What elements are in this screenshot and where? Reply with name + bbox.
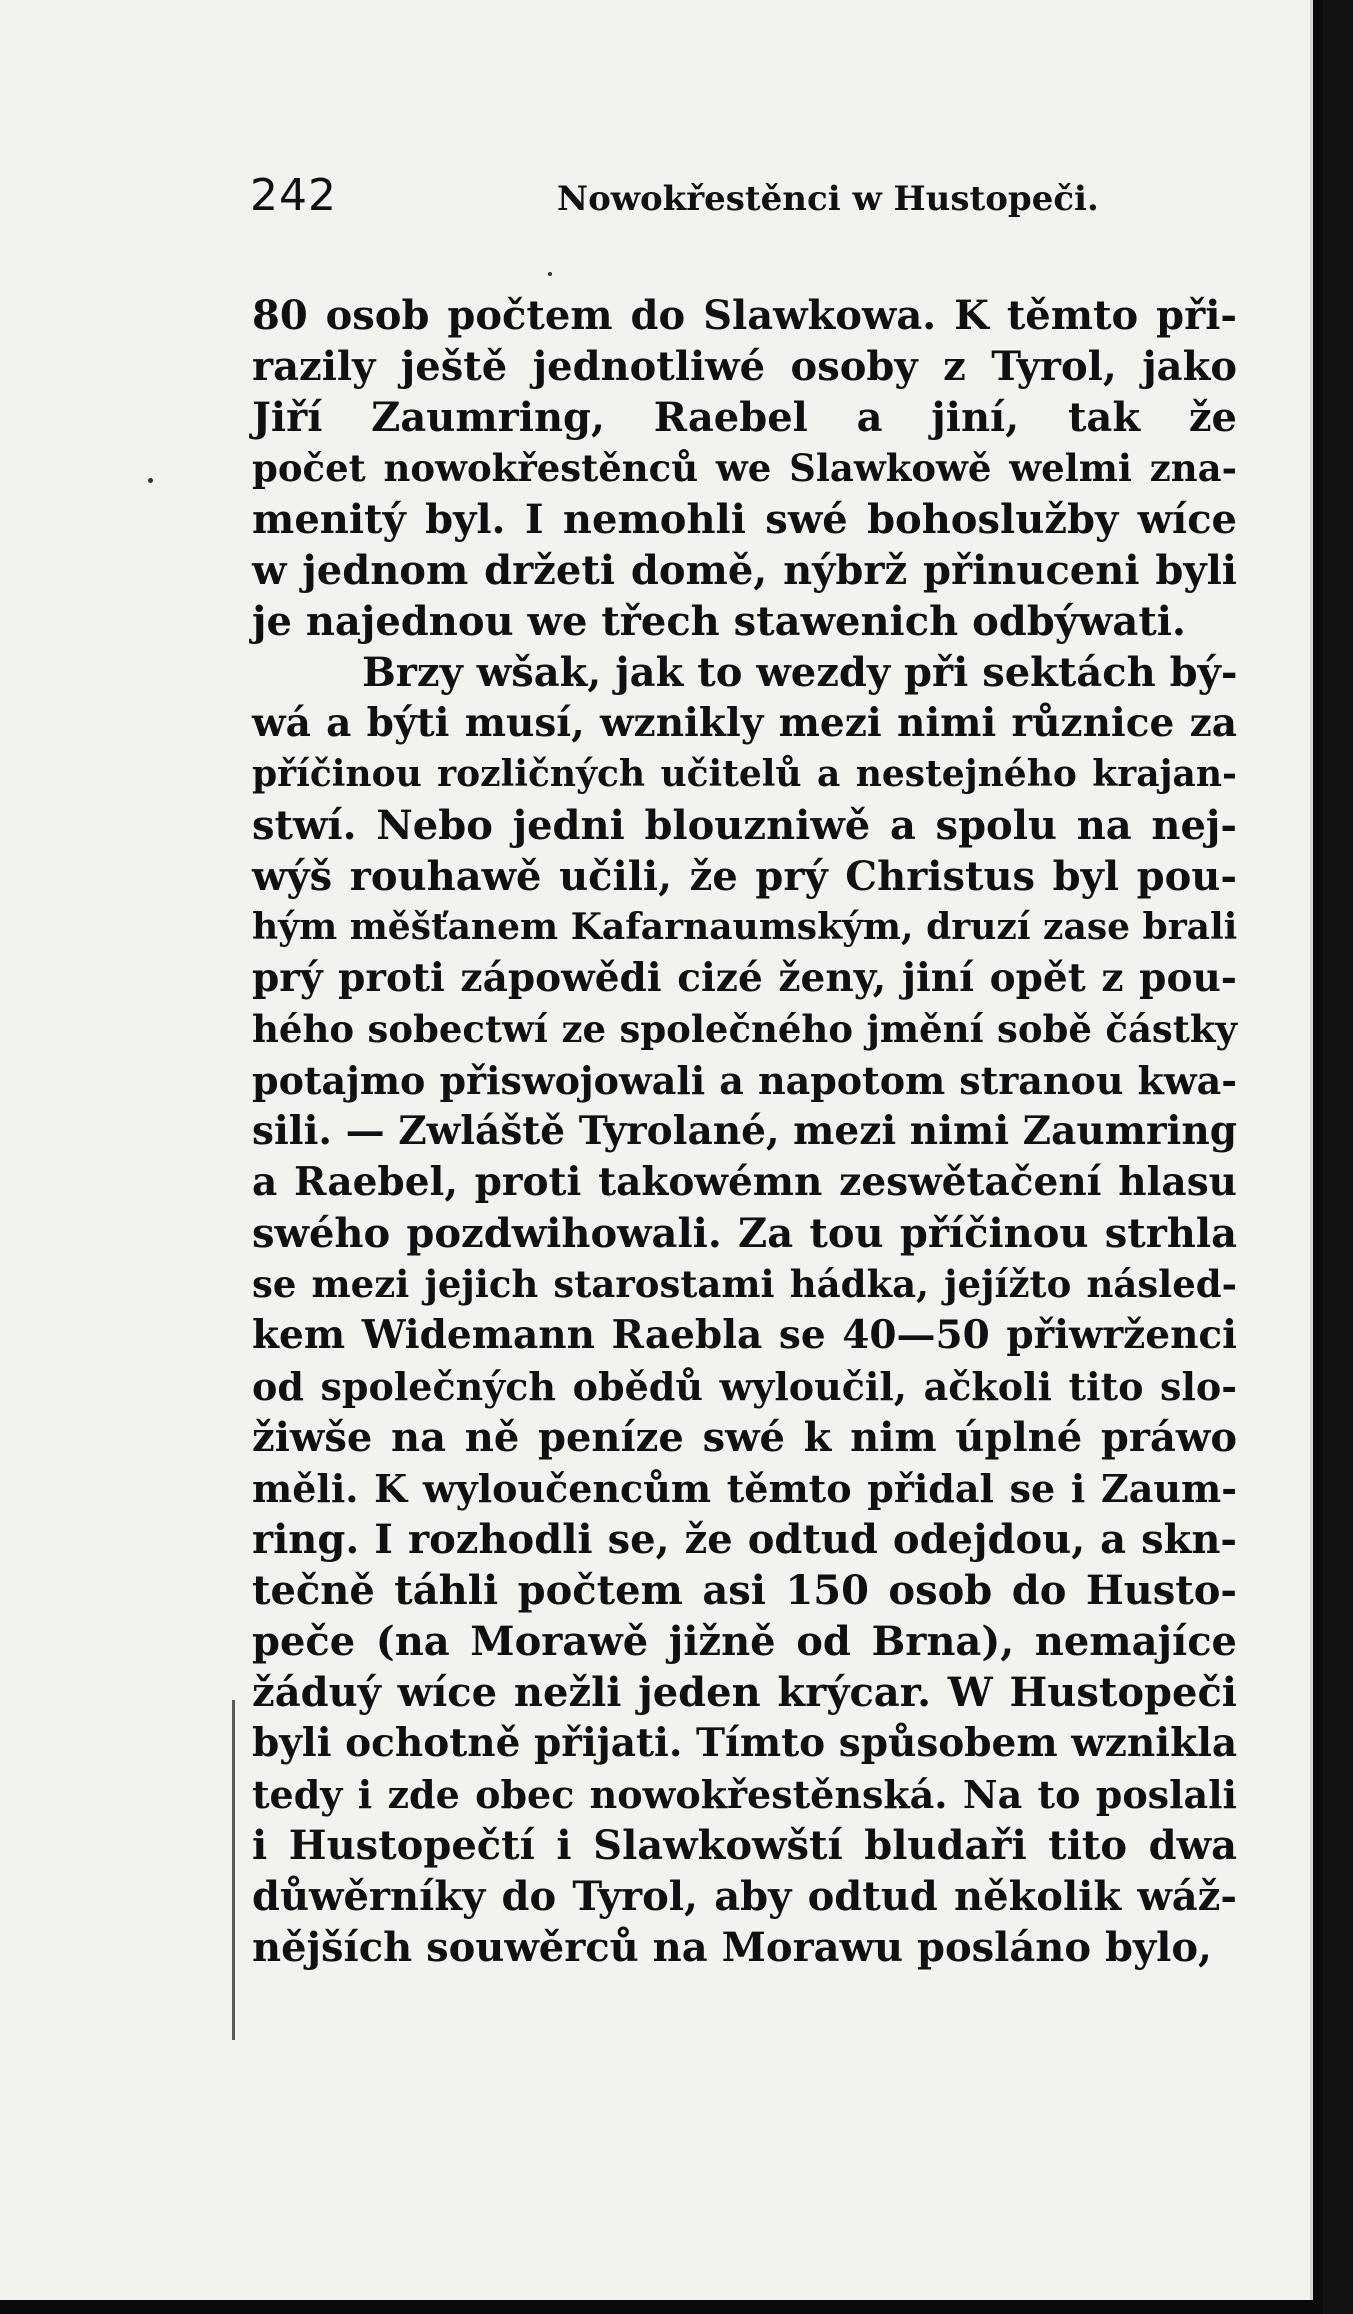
text-line: wýš rouhawě učili, že prý Christus byl pou- bbox=[252, 853, 1237, 900]
page-number: 242 bbox=[250, 170, 337, 221]
page-header bbox=[250, 170, 1240, 230]
text-line: Jiří Zaumring, Raebel a jiní, tak že bbox=[252, 394, 1237, 441]
text-line: i Hustopečtí i Slawkowští bludaři tito dwa bbox=[252, 1822, 1237, 1869]
text-line: byli ochotně přijati. Tímto spůsobem wznikla bbox=[252, 1720, 1238, 1766]
text-line: razily ještě jednotliwé osoby z Tyrol, jako bbox=[252, 343, 1237, 390]
text-line: tečně táhli počtem asi 150 osob do Husto- bbox=[252, 1567, 1237, 1614]
text-line: je najednou we třech stawenich odbýwati. bbox=[252, 598, 1186, 645]
text-line: tedy i zde obec nowokřestěnská. Na to poslali bbox=[252, 1772, 1237, 1817]
text-line: žáduý wíce nežli jeden krýcar. W Hustopeči bbox=[252, 1669, 1237, 1716]
running-title: Nowokřestěnci w Hustopeči. bbox=[556, 179, 1099, 219]
text-line: w jednom držeti domě, nýbrž přinuceni byli bbox=[252, 547, 1237, 594]
text-line: potajmo přiswojowali a napotom stranou kwa- bbox=[252, 1058, 1237, 1103]
text-line: Brzy wšak, jak to wezdy při sektách bý- bbox=[362, 649, 1238, 696]
text-line: ring. I rozhodli se, že odtud odejdou, a skn- bbox=[252, 1516, 1237, 1563]
text-line: kem Widemann Raebla se 40—50 přiwrženci bbox=[252, 1312, 1237, 1358]
text-line: wá a býti musí, wznikly mezi nimi různice za bbox=[252, 700, 1237, 746]
text-line: od společných obědů wyloučil, ačkoli tito slo- bbox=[252, 1364, 1237, 1409]
text-line: prý proti zápowědi cizé ženy, jiní opět z pou- bbox=[252, 955, 1237, 1001]
text-line: žiwše na ně peníze swé k nim úplné práwo bbox=[252, 1414, 1237, 1461]
paper-speck bbox=[548, 272, 552, 276]
text-line: menitý byl. I nemohli swé bohoslužby wíce bbox=[252, 496, 1237, 543]
text-line: hého sobectwí ze společného jmění sobě částky bbox=[252, 1007, 1237, 1051]
text-line: hým měšťanem Kafarnaumským, druzí zase brali bbox=[252, 906, 1238, 948]
text-line: měli. K wyloučencům těmto přidal se i Zaum- bbox=[252, 1466, 1237, 1511]
text-line: důwěrníky do Tyrol, aby odtud několik wáž- bbox=[252, 1873, 1237, 1920]
text-line: stwí. Nebo jedni blouzniwě a spolu na nej- bbox=[252, 802, 1237, 849]
text-line: počet nowokřestěnců we Slawkowě welmi zna- bbox=[252, 446, 1237, 490]
paper-speck bbox=[148, 478, 153, 483]
text-line: peče (na Morawě jižně od Brna), nemajíce bbox=[252, 1618, 1237, 1665]
text-line: nějších souwěrců na Morawu posláno bylo, bbox=[252, 1924, 1212, 1971]
text-line: sili. — Zwláště Tyrolané, mezi nimi Zaumring bbox=[252, 1108, 1237, 1154]
margin-pencil-mark bbox=[232, 1700, 235, 2040]
text-line: a Raebel, proti takowémn zeswětačení hlasu bbox=[252, 1159, 1237, 1205]
text-line: swého pozdwihowali. Za tou příčinou strhla bbox=[252, 1210, 1237, 1257]
body-text bbox=[252, 290, 1237, 1973]
text-line: příčinou rozličných učitelů a nestejného krajan- bbox=[252, 753, 1237, 795]
text-line: 80 osob počtem do Slawkowa. K těmto při- bbox=[252, 292, 1237, 339]
text-line: se mezi jejich starostami hádka, jejížto násled- bbox=[252, 1262, 1237, 1306]
scan-edge bbox=[1323, 0, 1353, 2314]
